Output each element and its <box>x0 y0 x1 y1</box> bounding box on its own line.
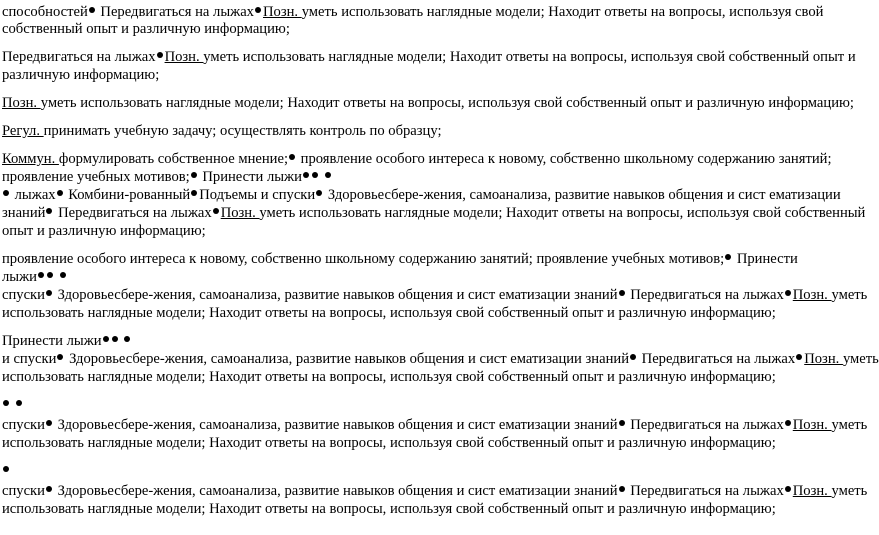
text-line <box>2 304 776 322</box>
text-run: использовать наглядные модели; Находит ответы на вопросы, используя свой собственный опыт и различную информацию; <box>2 435 776 451</box>
bullet-dot-icon <box>3 400 9 406</box>
bullet-dot-icon <box>112 336 118 342</box>
bullet-dot-icon <box>619 420 625 426</box>
bullet-dot-icon <box>47 272 53 278</box>
underlined-label: Позн. <box>792 417 832 433</box>
text-run <box>11 397 15 413</box>
bullet-dot-icon <box>796 354 802 360</box>
text-line <box>2 48 856 66</box>
text-run: принимать учебную задачу; осуществлять контроль по образцу; <box>43 123 442 139</box>
text-run: Здоровьесбере-жения, самоанализа, развитие навыков общения и сист ематизации знаний <box>53 287 618 303</box>
text-run: уметь использовать наглядные модели; Находит ответы на вопросы, используя свой собственный опыт и различную информацию; <box>40 95 854 111</box>
text-run: Передвигаться на лыжах <box>2 49 156 65</box>
text-run: спуски <box>2 417 45 433</box>
text-run: использовать наглядные модели; Находит ответы на вопросы, используя свой собственный опыт и различную информацию; <box>2 501 776 517</box>
text-run: уметь <box>842 351 879 367</box>
text-run: Здоровьесбере-жения, самоанализа, развитие навыков общения и сист ематизации знаний <box>53 483 618 499</box>
bullet-dot-icon <box>57 190 63 196</box>
bullet-dot-icon <box>3 190 9 196</box>
bullet-dot-icon <box>312 172 318 178</box>
text-run: Здоровьесбере-жения, самоанализа, развитие навыков общения и сист ематизации <box>324 187 841 203</box>
text-run: Передвигаться на лыжах <box>626 287 784 303</box>
text-line <box>2 268 68 286</box>
text-run: уметь <box>831 417 868 433</box>
text-line <box>2 332 132 350</box>
bullet-dot-icon <box>725 254 731 260</box>
text-run: Передвигаться на лыжах <box>96 4 254 20</box>
text-run: Передвигаться на лыжах <box>626 483 784 499</box>
text-run: уметь использовать наглядные модели; Находит ответы на вопросы, используя свой <box>301 4 824 20</box>
text-line <box>2 396 24 414</box>
bullet-dot-icon <box>303 172 309 178</box>
bullet-dot-icon <box>16 400 22 406</box>
text-run: собственный опыт и различную информацию; <box>2 21 290 37</box>
text-run <box>55 269 59 285</box>
underlined-label: Коммун. <box>2 151 59 167</box>
underlined-label: Позн. <box>2 95 41 111</box>
text-run: Подъемы и спуски <box>199 187 316 203</box>
text-line <box>2 168 333 186</box>
bullet-dot-icon <box>289 154 295 160</box>
text-line <box>2 150 832 168</box>
bullet-dot-icon <box>255 7 261 13</box>
bullet-dot-icon <box>157 52 163 58</box>
bullet-dot-icon <box>46 420 52 426</box>
underlined-label: Позн. <box>804 351 843 367</box>
bullet-dot-icon <box>60 272 66 278</box>
bullet-dot-icon <box>325 172 331 178</box>
text-run: Передвигаться на лыжах <box>626 417 784 433</box>
text-line <box>2 222 206 240</box>
bullet-dot-icon <box>46 208 52 214</box>
text-run: Принести лыжи <box>198 169 302 185</box>
text-run: проявление учебных мотивов; <box>2 169 190 185</box>
text-line <box>2 462 11 480</box>
text-run: способностей <box>2 4 88 20</box>
text-line <box>2 434 776 452</box>
bullet-dot-icon <box>213 208 219 214</box>
bullet-dot-icon <box>46 486 52 492</box>
text-line <box>2 94 854 112</box>
underlined-label: Позн. <box>164 49 204 65</box>
text-run: использовать наглядные модели; Находит ответы на вопросы, используя свой собственный опыт и различную информацию; <box>2 305 776 321</box>
bullet-dot-icon <box>630 354 636 360</box>
bullet-dot-icon <box>785 486 791 492</box>
text-run: Здоровьесбере-жения, самоанализа, развитие навыков общения и сист ематизации знаний <box>65 351 629 367</box>
text-run <box>120 333 124 349</box>
bullet-dot-icon <box>191 190 197 196</box>
text-line <box>2 20 290 38</box>
text-run: формулировать собственное мнение; <box>58 151 289 167</box>
text-line <box>2 500 776 518</box>
text-line <box>2 66 159 84</box>
underlined-label: Позн. <box>792 483 832 499</box>
text-run: знаний <box>2 205 46 221</box>
text-run: Здоровьесбере-жения, самоанализа, развитие навыков общения и сист ематизации знаний <box>53 417 618 433</box>
text-run: Принести лыжи <box>2 333 102 349</box>
text-line <box>2 250 798 268</box>
text-line <box>2 350 879 368</box>
text-run: уметь использовать наглядные модели; Находит ответы на вопросы, используя свой собственный <box>259 205 866 221</box>
text-run: различную информацию; <box>2 67 160 83</box>
text-line <box>2 186 841 204</box>
text-run: опыт и различную информацию; <box>2 223 206 239</box>
text-run: Принести <box>733 251 798 267</box>
bullet-dot-icon <box>57 354 63 360</box>
bullet-dot-icon <box>619 290 625 296</box>
text-line <box>2 368 776 386</box>
underlined-label: Позн. <box>792 287 832 303</box>
text-run: лыжи <box>2 269 37 285</box>
text-run: лыжах <box>11 187 56 203</box>
text-line <box>2 416 867 434</box>
bullet-dot-icon <box>785 420 791 426</box>
bullet-dot-icon <box>38 272 44 278</box>
bullet-dot-icon <box>785 290 791 296</box>
text-run: уметь <box>831 483 868 499</box>
underlined-label: Регул. <box>2 123 44 139</box>
text-line <box>2 3 823 21</box>
text-line <box>2 204 865 222</box>
text-run: Передвигаться на лыжах <box>638 351 796 367</box>
bullet-dot-icon <box>316 190 322 196</box>
text-run: Комбини-рованный <box>64 187 191 203</box>
text-run: Передвигаться на лыжах <box>54 205 212 221</box>
text-line <box>2 286 867 304</box>
text-run: спуски <box>2 483 45 499</box>
bullet-dot-icon <box>191 172 197 178</box>
text-run: уметь <box>831 287 868 303</box>
underlined-label: Позн. <box>220 205 260 221</box>
text-run: и спуски <box>2 351 57 367</box>
text-run: уметь использовать наглядные модели; Находит ответы на вопросы, используя свой собственный опыт и <box>203 49 856 65</box>
underlined-label: Позн. <box>262 4 302 20</box>
bullet-dot-icon <box>46 290 52 296</box>
bullet-dot-icon <box>103 336 109 342</box>
text-run: проявление особого интереса к новому, собственно школьному содержанию занятий; <box>297 151 832 167</box>
bullet-dot-icon <box>89 7 95 13</box>
text-run <box>320 169 324 185</box>
bullet-dot-icon <box>3 466 9 472</box>
text-line <box>2 482 867 500</box>
text-line <box>2 122 442 140</box>
text-run: спуски <box>2 287 45 303</box>
bullet-dot-icon <box>619 486 625 492</box>
bullet-dot-icon <box>124 336 130 342</box>
text-run: проявление особого интереса к новому, собственно школьному содержанию занятий; проявление учебных мотивов; <box>2 251 725 267</box>
text-run: использовать наглядные модели; Находит ответы на вопросы, используя свой собственный опыт и различную информацию; <box>2 369 776 385</box>
